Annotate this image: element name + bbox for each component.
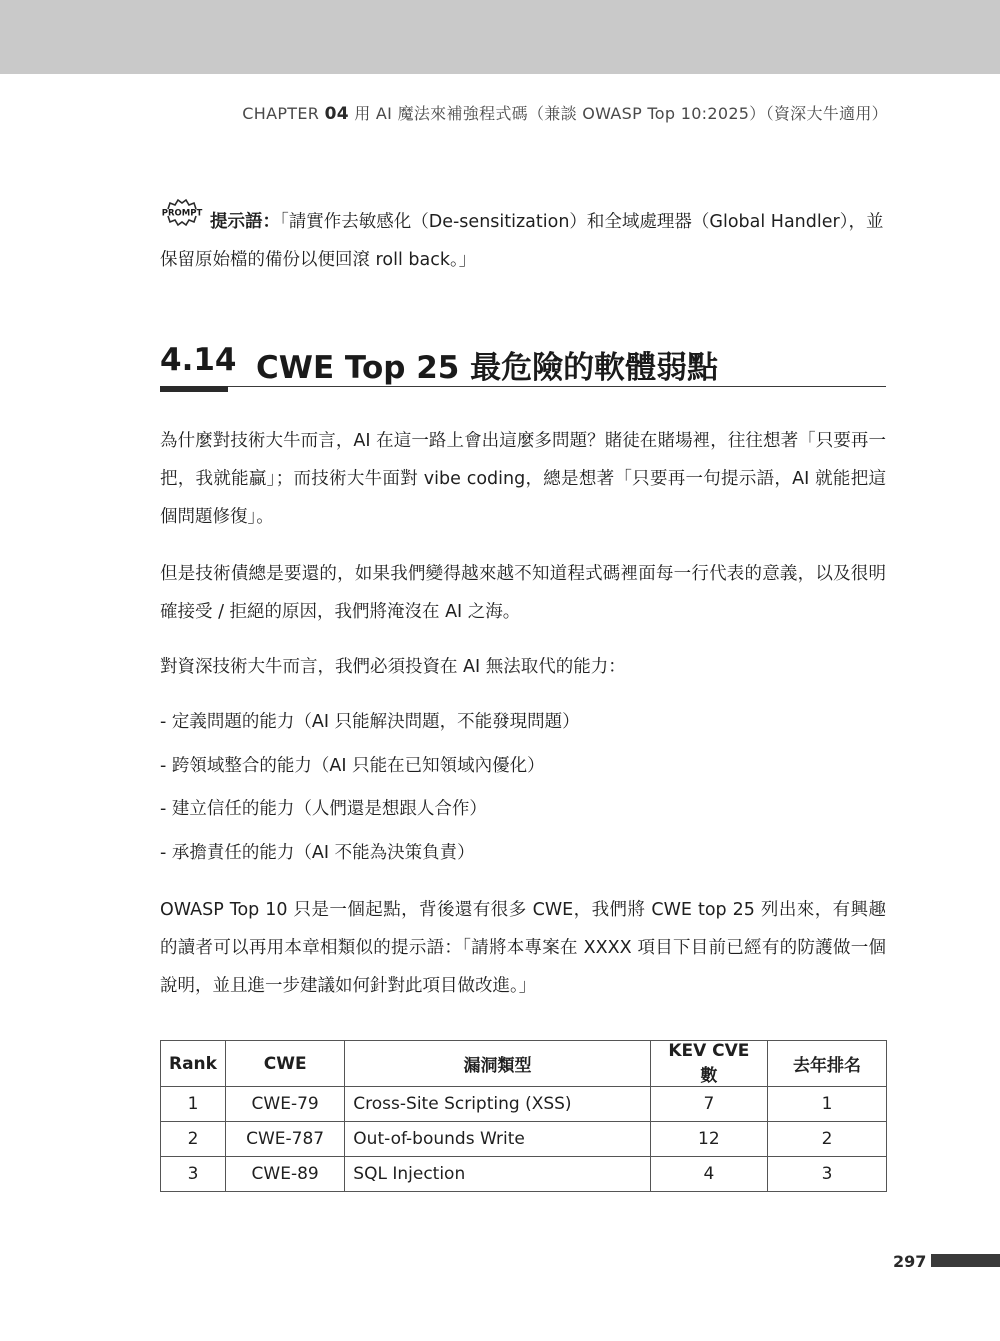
- running-head: [242, 101, 888, 124]
- cell-last-year-rank: 1: [768, 1087, 887, 1122]
- header-last-year-rank: 去年排名: [768, 1041, 887, 1087]
- closing-paragraph: OWASP Top 10 只是一個起點，背後還有很多 CWE，我們將 CWE top 25 列出來，有興趣的讀者可以再用本章相類似的提示語：「請將本專案在 XXXX 項目下目前已經有的防護做一個說明，並且進一步建議如何針對此項目做改進。」: [160, 900, 886, 996]
- header-rank: Rank: [161, 1041, 226, 1087]
- page-number-bar: [931, 1254, 1000, 1267]
- chapter-number: 04: [324, 104, 349, 124]
- table-row: [161, 1157, 887, 1192]
- cell-rank: 2: [161, 1122, 226, 1157]
- paragraph: 但是技術債總是要還的，如果我們變得越來越不知道程式碼裡面每一行代表的意義，以及很明確接受 / 拒絕的原因，我們將淹沒在 AI 之海。: [160, 564, 886, 622]
- list-item: - 建立信任的能力（人們還是想跟人合作）: [160, 799, 487, 819]
- table-row: [161, 1087, 887, 1122]
- prompt-label: 提示語：: [210, 212, 280, 232]
- list-item: - 跨領域整合的能力（AI 只能在已知領域內優化）: [160, 756, 545, 776]
- cell-rank: 1: [161, 1087, 226, 1122]
- cell-last-year-rank: 2: [768, 1122, 887, 1157]
- section-number: 4.14: [160, 342, 237, 378]
- table-header-row: [161, 1041, 887, 1087]
- header-kev-count: KEV CVE 數: [650, 1041, 767, 1087]
- section-title: CWE Top 25 最危險的軟體弱點: [256, 350, 719, 386]
- cell-cwe: CWE-89: [225, 1157, 344, 1192]
- paragraph: 為什麼對技術大牛而言，AI 在這一路上會出這麼多問題？賭徒在賭場裡，往往想著「只要再一把，我就能贏」；而技術大牛面對 vibe coding，總是想著「只要再一句提示語，AI 就能把這個問題修復」。: [160, 431, 886, 527]
- list-item: - 承擔責任的能力（AI 不能為決策負責）: [160, 843, 475, 863]
- page-number: 297: [893, 1252, 927, 1271]
- cell-rank: 3: [161, 1157, 226, 1192]
- prompt-block: [160, 203, 886, 279]
- section-heading: [160, 338, 886, 387]
- prompt-text: 「請實作去敏感化（De-sensitization）和全域處理器（Global Handler），並保留原始檔的備份以便回滾 roll back。」: [160, 212, 884, 270]
- cell-type: SQL Injection: [345, 1157, 650, 1192]
- cell-kev-count: 7: [650, 1087, 767, 1122]
- cell-type: Cross-Site Scripting (XSS): [345, 1087, 650, 1122]
- chapter-title: 用 AI 魔法來補強程式碼（兼談 OWASP Top 10:2025）（資深大牛適用）: [354, 104, 888, 123]
- table-row: [161, 1122, 887, 1157]
- cell-type: Out-of-bounds Write: [345, 1122, 650, 1157]
- cell-kev-count: 4: [650, 1157, 767, 1192]
- header-type: 漏洞類型: [345, 1041, 650, 1087]
- paragraph: 對資深技術大牛而言，我們必須投資在 AI 無法取代的能力：: [160, 657, 626, 677]
- top-gray-band: [0, 0, 1000, 74]
- cell-cwe: CWE-79: [225, 1087, 344, 1122]
- section-number-underline: [160, 386, 228, 392]
- cell-cwe: CWE-787: [225, 1122, 344, 1157]
- cell-kev-count: 12: [650, 1122, 767, 1157]
- cell-last-year-rank: 3: [768, 1157, 887, 1192]
- cwe-table: [160, 1040, 887, 1192]
- list-item: - 定義問題的能力（AI 只能解決問題，不能發現問題）: [160, 712, 580, 732]
- prompt-gear-icon: [160, 197, 204, 241]
- header-cwe: CWE: [225, 1041, 344, 1087]
- chapter-label: CHAPTER: [242, 104, 320, 123]
- prompt-icon-text: PROMPT: [161, 208, 203, 219]
